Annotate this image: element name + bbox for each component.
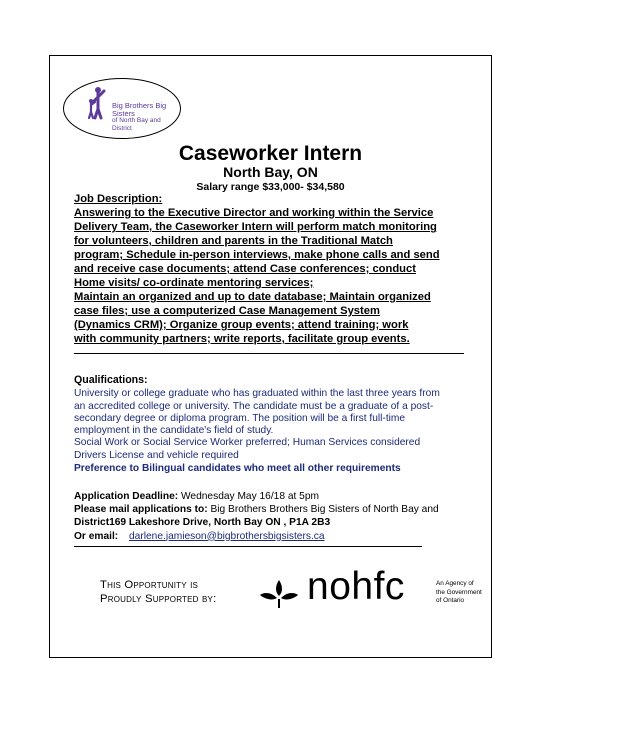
- job-description-line: Delivery Team, the Caseworker Intern will perform match monitoring: [74, 221, 437, 233]
- agency-line: the Government: [436, 588, 482, 596]
- job-description-line: Maintain an organized and up to date database; Maintain organized: [74, 291, 431, 303]
- support-statement: [100, 578, 216, 606]
- qualifications: [74, 374, 474, 475]
- qualifications-line: Drivers License and vehicle required: [74, 449, 239, 461]
- application-info: [74, 490, 484, 543]
- job-title: Caseworker Intern: [178, 142, 363, 165]
- email-label: Or email:: [74, 530, 119, 542]
- agency-text: [436, 580, 482, 606]
- mail-row: [74, 503, 484, 516]
- deadline-row: [74, 490, 484, 503]
- nohfc-logo: nohfc: [307, 565, 405, 608]
- job-description-line: program; Schedule in-person interviews, make phone calls and send: [74, 249, 440, 261]
- job-description-line: (Dynamics CRM); Organize group events; attend training; work: [74, 319, 409, 331]
- mail-address: District169 Lakeshore Drive, North Bay ON , P1A 2B3: [74, 517, 331, 529]
- job-description-line: Home visits/ co-ordinate mentoring services;: [74, 277, 314, 289]
- trillium-icon: [259, 578, 299, 615]
- mail-org: Big Brothers Brothers Big Sisters of North Bay and: [210, 504, 439, 516]
- mail-label: Please mail applications to:: [74, 504, 208, 516]
- email-link[interactable]: darlene.jamieson@bigbrothersbigsisters.ca: [129, 530, 325, 542]
- bilingual-preference: Preference to Bilingual candidates who meet all other requirements: [74, 463, 401, 475]
- qualifications-heading: Qualifications:: [74, 374, 148, 386]
- qualifications-line: employment in the candidate's field of study.: [74, 425, 274, 437]
- mail-address-row: [74, 516, 484, 529]
- salary-range: Salary range $33,000- $34,580: [196, 181, 345, 193]
- job-posting-page: [49, 55, 492, 658]
- qualifications-line: secondary degree or diploma program. The position will be a first full-time: [74, 412, 406, 424]
- org-name: Big Brothers Big Sisters: [112, 101, 167, 118]
- deadline-label: Application Deadline:: [74, 491, 179, 502]
- job-description-line: for volunteers, children and parents in the Traditional Match: [74, 235, 393, 247]
- agency-line: An Agency of: [436, 580, 474, 587]
- job-description-heading: Job Description:: [74, 193, 163, 205]
- job-description-line: case files; use a computerized Case Management System: [74, 305, 380, 317]
- job-description-line: Answering to the Executive Director and working within the Service: [74, 207, 434, 219]
- job-description-line: and receive case documents; attend Case conferences; conduct: [74, 263, 416, 275]
- section-divider: [74, 353, 464, 354]
- job-description: [74, 192, 474, 346]
- qualifications-line: Social Work or Social Service Worker preferred; Human Services considered: [74, 437, 421, 449]
- agency-line: of Ontario: [436, 597, 465, 605]
- qualifications-line: University or college graduate who has graduated within the last three years from: [74, 388, 440, 400]
- support-line: This Opportunity is: [100, 579, 199, 591]
- org-logo-text: [112, 102, 182, 132]
- email-row: [74, 530, 484, 543]
- qualifications-line: an accredited college or university. The candidate must be a graduate of a post-: [74, 400, 434, 412]
- footer-divider: [74, 546, 422, 547]
- job-description-line: with community partners; write reports, facilitate group events.: [74, 333, 410, 345]
- deadline-value: Wednesday May 16/18 at 5pm: [181, 491, 319, 502]
- org-logo: [62, 77, 182, 140]
- support-line: Proudly Supported by:: [100, 593, 217, 605]
- job-location: North Bay, ON: [223, 164, 318, 180]
- org-region: of North Bay and District: [112, 117, 161, 132]
